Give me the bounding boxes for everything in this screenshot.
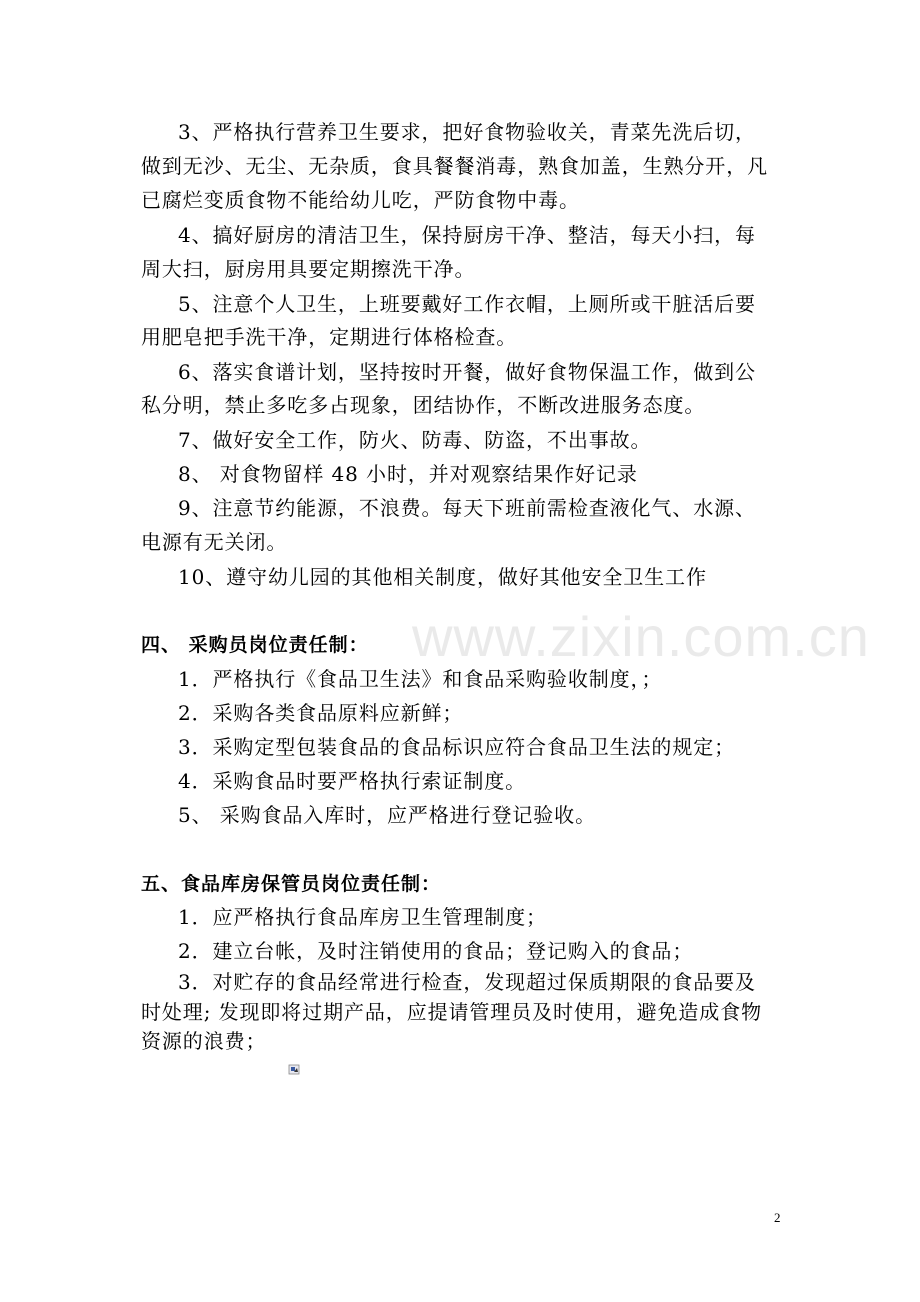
item-4-line-1: 4、搞好厨房的清洁卫生，保持厨房干净、整洁，每天小扫，每 — [178, 223, 756, 247]
item-9-line-2: 电源有无关闭。 — [141, 530, 288, 554]
section-4-item-2: 2．采购各类食品原料应新鲜； — [178, 701, 464, 725]
item-4-line-2: 周大扫，厨房用具要定期擦洗干净。 — [141, 257, 476, 281]
item-3-line-1: 3、严格执行营养卫生要求，把好食物验收关，青菜先洗后切， — [178, 120, 756, 144]
page-number: 2 — [774, 1210, 781, 1225]
item-5-line-2: 用肥皂把手洗干净，定期进行体格检查。 — [141, 325, 518, 349]
item-8-line-1: 8、 对食物留样 48 小时，并对观察结果作好记录 — [178, 462, 638, 486]
section-4-item-5: 5、 采购食品入库时，应严格进行登记验收。 — [178, 803, 596, 827]
item-7-line-1: 7、做好安全工作，防火、防毒、防盗，不出事故。 — [178, 428, 652, 452]
item-3-line-2: 做到无沙、无尘、无杂质，食具餐餐消毒，熟食加盖，生熟分开，凡 — [141, 154, 768, 178]
embedded-image-icon — [288, 1063, 300, 1075]
item-10-line-1: 10、遵守幼儿园的其他相关制度，做好其他安全卫生工作 — [178, 565, 707, 589]
section-4-item-3: 3．采购定型包装食品的食品标识应符合食品卫生法的规定； — [178, 735, 736, 759]
section-4-item-1: 1．严格执行《食品卫生法》和食品采购验收制度，； — [178, 667, 663, 691]
item-6-line-1: 6、落实食谱计划，坚持按时开餐，做好食物保温工作，做到公 — [178, 360, 756, 384]
item-3-line-3: 已腐烂变质食物不能给幼儿吃，严防食物中毒。 — [141, 188, 580, 212]
section-5-heading: 五、食品库房保管员岗位责任制： — [141, 873, 442, 895]
section-5-item-1: 1．应严格执行食品库房卫生管理制度； — [178, 905, 547, 929]
item-5-line-1: 5、注意个人卫生，上班要戴好工作衣帽，上厕所或干脏活后要 — [178, 292, 756, 316]
section-5-item-3-line-3: 资源的浪费； — [141, 1029, 267, 1053]
item-9-line-1: 9、注意节约能源，不浪费。每天下班前需检查液化气、水源、 — [178, 496, 756, 520]
section-4-item-4: 4．采购食品时要严格执行索证制度。 — [178, 769, 527, 793]
section-4-heading: 四、 采购员岗位责任制： — [141, 634, 369, 656]
item-6-line-2: 私分明，禁止多吃多占现象，团结协作，不断改进服务态度。 — [141, 393, 706, 417]
section-5-item-3-line-2: 时处理; 发现即将过期产品，应提请管理员及时使用，避免造成食物 — [141, 1000, 762, 1024]
watermark: www.zixin.com.cn — [412, 605, 870, 668]
section-5-item-3-line-1: 3．对贮存的食品经常进行检查，发现超过保质期限的食品要及 — [178, 970, 756, 994]
section-5-item-2: 2．建立台帐，及时注销使用的食品；登记购入的食品； — [178, 939, 694, 963]
